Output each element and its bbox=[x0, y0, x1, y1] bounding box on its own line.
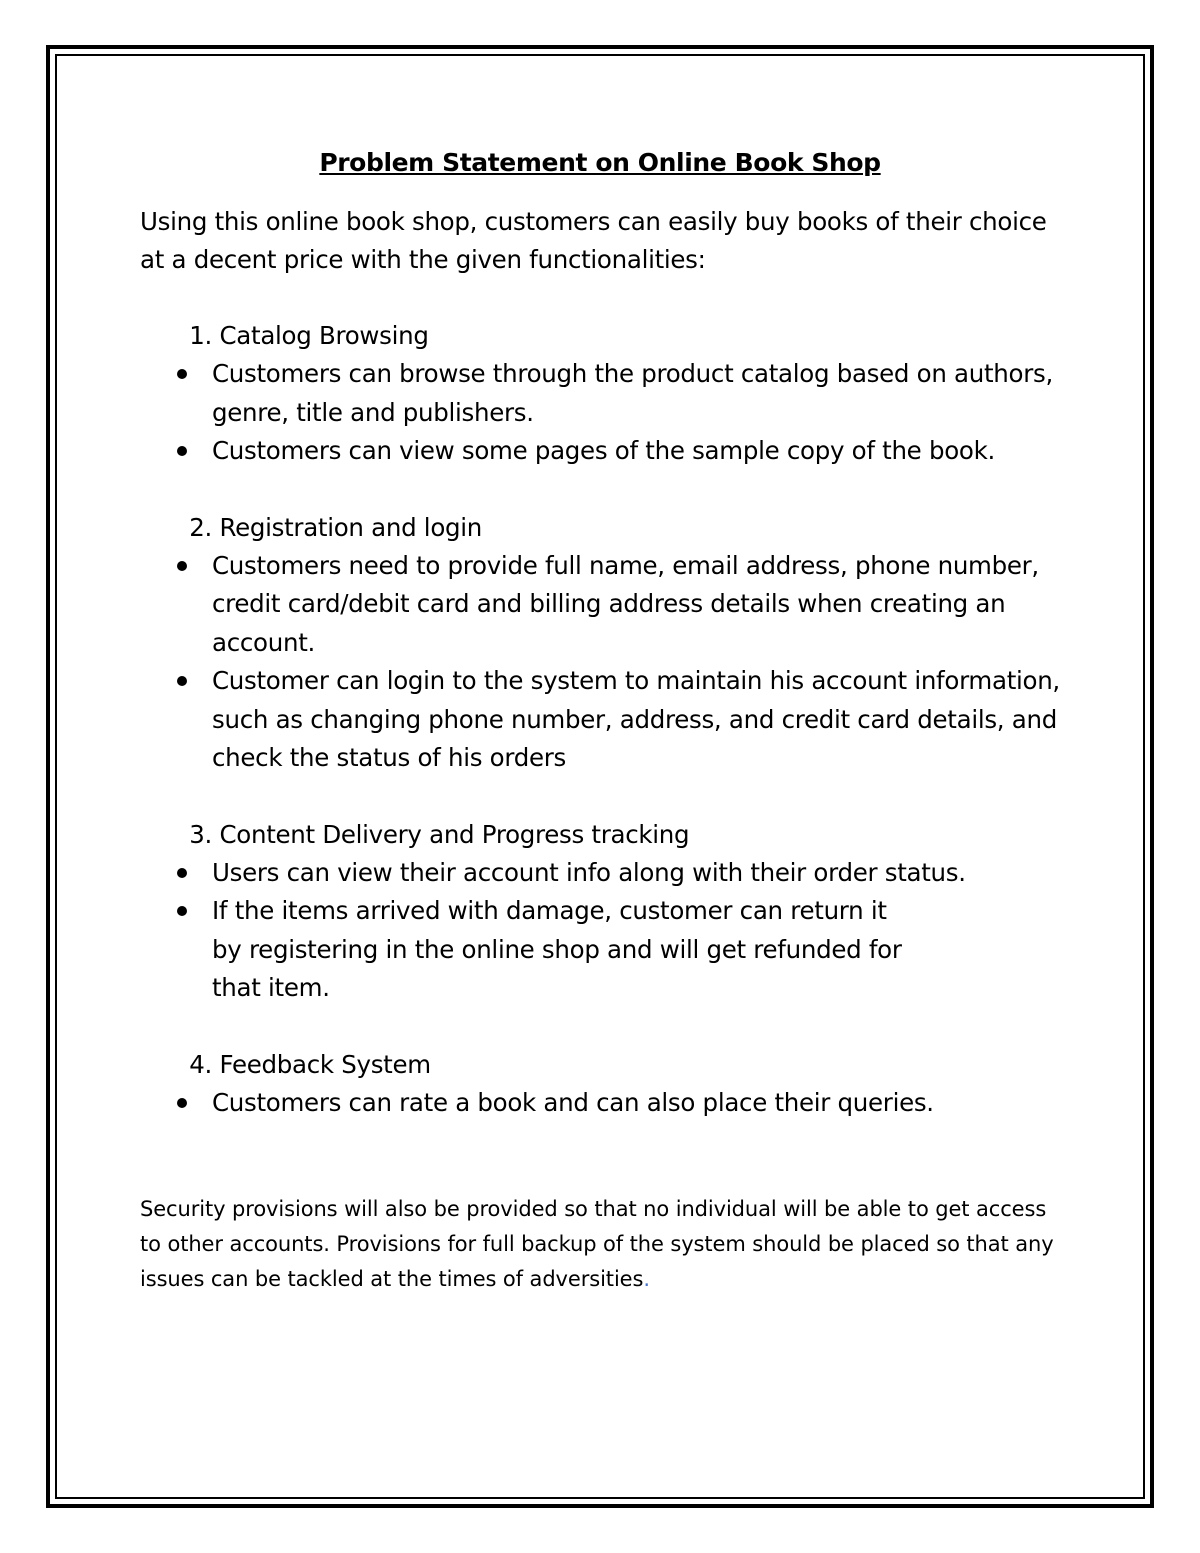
bullet-text: Customers can browse through the product catalog based on authors, genre, title and publishers. bbox=[212, 359, 1053, 427]
section-heading bbox=[212, 509, 482, 547]
list-item bbox=[140, 547, 1060, 663]
bullet-text: Customers can rate a book and can also place their queries. bbox=[212, 1087, 934, 1117]
bullet-text: Customer can login to the system to maintain his account information, such as changing phone number, address, and credit card details, and check the status of his orders bbox=[212, 666, 1060, 772]
list-item bbox=[140, 355, 1060, 432]
bullet-list bbox=[140, 854, 1060, 1008]
section-heading bbox=[212, 317, 429, 355]
list-item bbox=[140, 662, 1060, 778]
intro-paragraph: Using this online book shop, customers can easily buy books of their choice at a decent price with the given functionalities: bbox=[140, 207, 1047, 274]
section-number: 2. bbox=[189, 512, 212, 542]
security-note-paragraph bbox=[140, 1192, 1060, 1297]
section-number: 1. bbox=[189, 321, 212, 350]
bullet-icon bbox=[140, 547, 212, 663]
bullet-list bbox=[140, 1084, 1060, 1123]
section-catalog-browsing bbox=[140, 317, 1060, 471]
bullet-icon bbox=[140, 432, 212, 471]
bullet-list bbox=[140, 547, 1060, 778]
document-title: Problem Statement on Online Book Shop bbox=[319, 148, 881, 177]
list-item bbox=[140, 1084, 1060, 1123]
section-heading bbox=[212, 816, 689, 854]
bullet-text: Customers can view some pages of the sample copy of the book. bbox=[212, 436, 995, 465]
list-item bbox=[140, 892, 1060, 1008]
bullet-icon bbox=[140, 662, 212, 778]
section-number: 3. bbox=[189, 819, 212, 849]
bullet-icon bbox=[140, 1084, 212, 1123]
section-heading-text: Feedback System bbox=[219, 1049, 431, 1079]
section-heading-text: Registration and login bbox=[219, 512, 482, 542]
document-body bbox=[140, 145, 1060, 1318]
bullet-icon bbox=[140, 854, 212, 893]
section-feedback-system bbox=[140, 1046, 1060, 1123]
section-content-delivery bbox=[140, 816, 1060, 1008]
bullet-list bbox=[140, 355, 1060, 471]
bullet-text: If the items arrived with damage, customer can return it by registering in the online shop and will get refunded for that item. bbox=[212, 896, 902, 1002]
section-registration-login bbox=[140, 509, 1060, 778]
security-note-period: . bbox=[643, 1267, 650, 1291]
section-heading-text: Catalog Browsing bbox=[219, 321, 429, 350]
section-heading-text: Content Delivery and Progress tracking bbox=[219, 819, 690, 849]
section-heading bbox=[212, 1046, 431, 1084]
bullet-icon bbox=[140, 892, 212, 1008]
list-item bbox=[140, 854, 1060, 893]
bullet-text: Customers need to provide full name, email address, phone number, credit card/debit card and billing address details when creating an account. bbox=[212, 550, 1039, 657]
list-item bbox=[140, 432, 1060, 471]
bullet-icon bbox=[140, 355, 212, 432]
section-number: 4. bbox=[189, 1049, 212, 1079]
bullet-text: Users can view their account info along with their order status. bbox=[212, 857, 966, 887]
security-note-text: Security provisions will also be provided so that no individual will be able to get access to other accounts. Provisions for full backup of the system should be placed so that any issues can be tackled at the times of adversities bbox=[140, 1197, 1054, 1291]
